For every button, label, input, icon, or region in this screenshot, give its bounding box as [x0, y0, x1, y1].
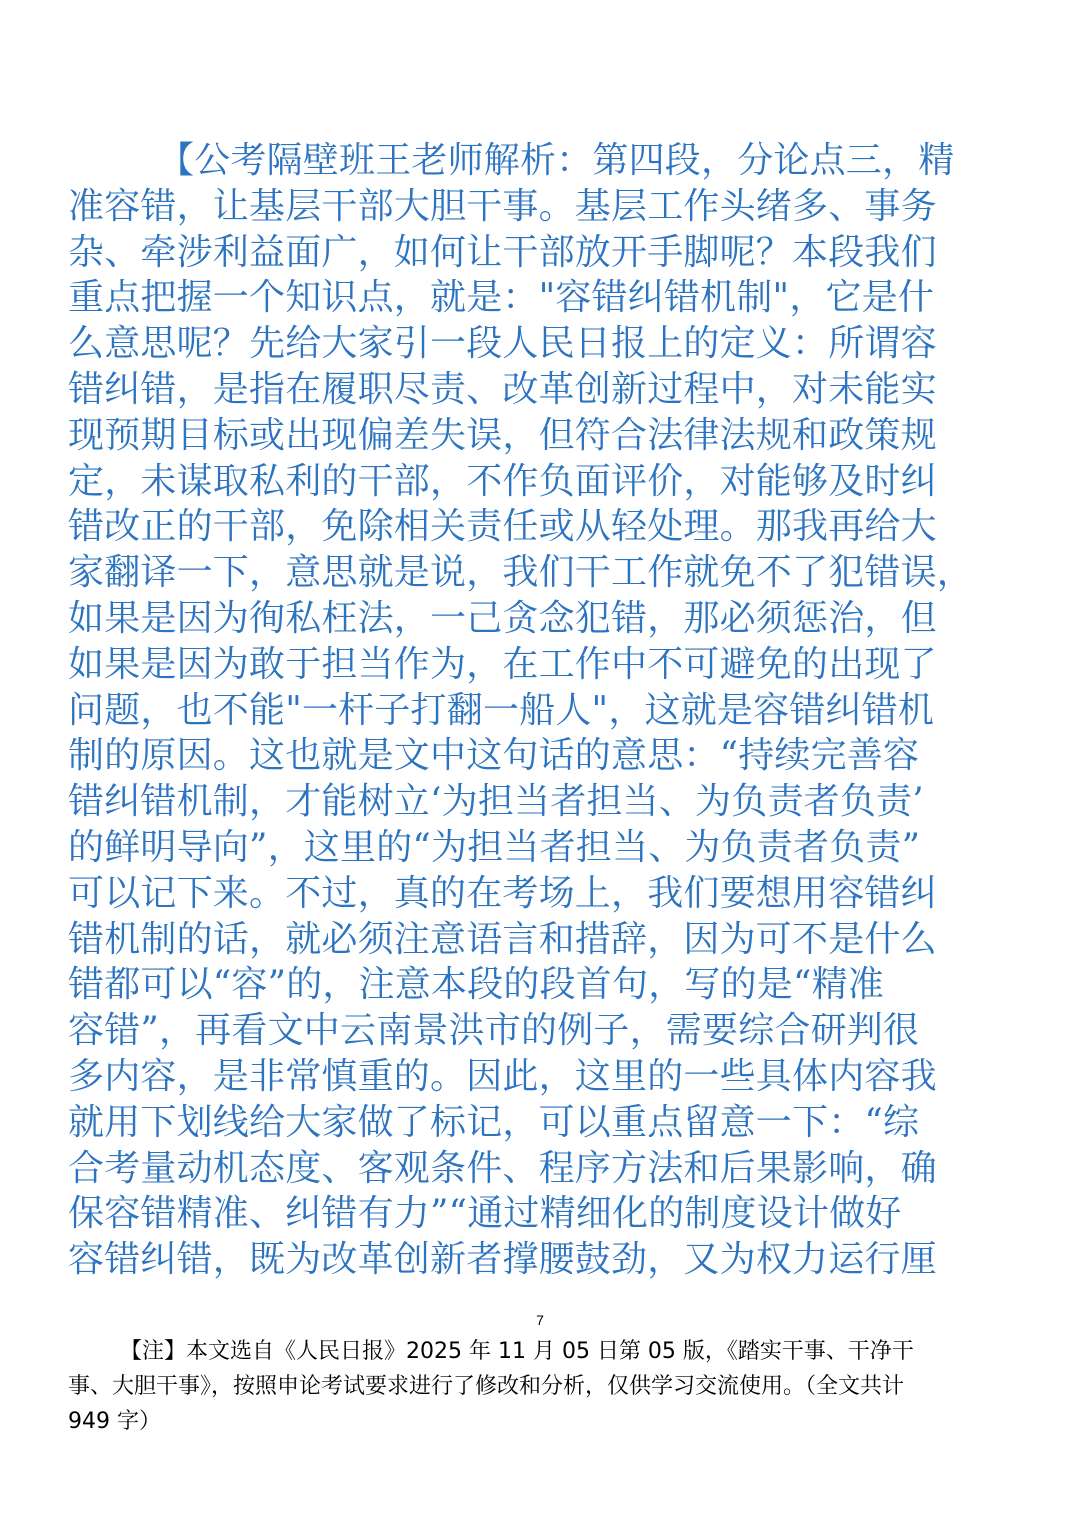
- analysis-line: 制的原因。这也就是文中这句话的意思：“持续完善容: [68, 735, 920, 777]
- note-line: 事、大胆干事》，按照申论考试要求进行了修改和分析，仅供学习交流使用。（全文共计: [68, 1374, 905, 1399]
- analysis-line: 容错”，再看文中云南景洪市的例子，需要综合研判很: [68, 1010, 920, 1052]
- analysis-line: 保容错精准、纠错有力”“通过精细化的制度设计做好: [68, 1193, 902, 1235]
- note-line: 949 字）: [68, 1409, 161, 1434]
- analysis-line: 容错纠错，既为改革创新者撑腰鼓劲，又为权力运行厘: [68, 1239, 937, 1281]
- analysis-line: 错改正的干部，免除相关责任或从轻处理。那我再给大: [68, 506, 937, 548]
- analysis-line: 错机制的话，就必须注意语言和措辞，因为可不是什么: [68, 918, 937, 960]
- analysis-line: 家翻译一下，意思就是说，我们干工作就免不了犯错误，: [68, 552, 974, 594]
- analysis-line: 错都可以“容”的，注意本段的段首句，写的是“精准: [68, 964, 885, 1006]
- analysis-line: 【公考隔壁班王老师解析：第四段，分论点三，精: [158, 140, 955, 181]
- analysis-line: 可以记下来。不过，真的在考场上，我们要想用容错纠: [68, 872, 937, 914]
- analysis-line: 准容错，让基层干部大胆干事。基层工作头绪多、事务: [68, 185, 937, 227]
- analysis-line: 错纠错，是指在履职尽责、改革创新过程中，对未能实: [68, 368, 937, 410]
- analysis-line: 合考量动机态度、客观条件、程序方法和后果影响，确: [68, 1147, 937, 1189]
- analysis-line: 现预期目标或出现偏差失误，但符合法律法规和政策规: [68, 414, 937, 456]
- analysis-line: 定，未谋取私利的干部，不作负面评价，对能够及时纠: [68, 460, 937, 502]
- source-note: [68, 1334, 1018, 1439]
- note-line: 【注】本文选自《人民日报》2025 年 11 月 05 日第 05 版，《踏实干事、干净干: [120, 1339, 914, 1364]
- analysis-line: 杂、牵涉利益面广，如何让干部放开手脚呢？本段我们: [68, 231, 937, 273]
- analysis-line: 多内容，是非常慎重的。因此，这里的一些具体内容我: [68, 1055, 937, 1097]
- analysis-line: 如果是因为敢于担当作为，在工作中不可避免的出现了: [68, 643, 937, 685]
- analysis-line: 错纠错机制，才能树立‘为担当者担当、为负责者负责’: [68, 781, 924, 823]
- analysis-paragraph: [68, 138, 1018, 1283]
- analysis-line: 重点把握一个知识点，就是："容错纠错机制"，它是什: [68, 277, 935, 319]
- analysis-line: 就用下划线给大家做了标记，可以重点留意一下：“综: [68, 1101, 920, 1143]
- analysis-line: 如果是因为徇私枉法，一己贪念犯错，那必须惩治，但: [68, 597, 937, 639]
- analysis-line: 的鲜明导向”，这里的“为担当者担当、为负责者负责”: [68, 826, 921, 868]
- analysis-line: 问题，也不能"一杆子打翻一船人"，这就是容错纠错机: [68, 689, 935, 731]
- page-number: 7: [536, 1312, 544, 1328]
- analysis-line: 么意思呢？先给大家引一段人民日报上的定义：所谓容: [68, 323, 937, 365]
